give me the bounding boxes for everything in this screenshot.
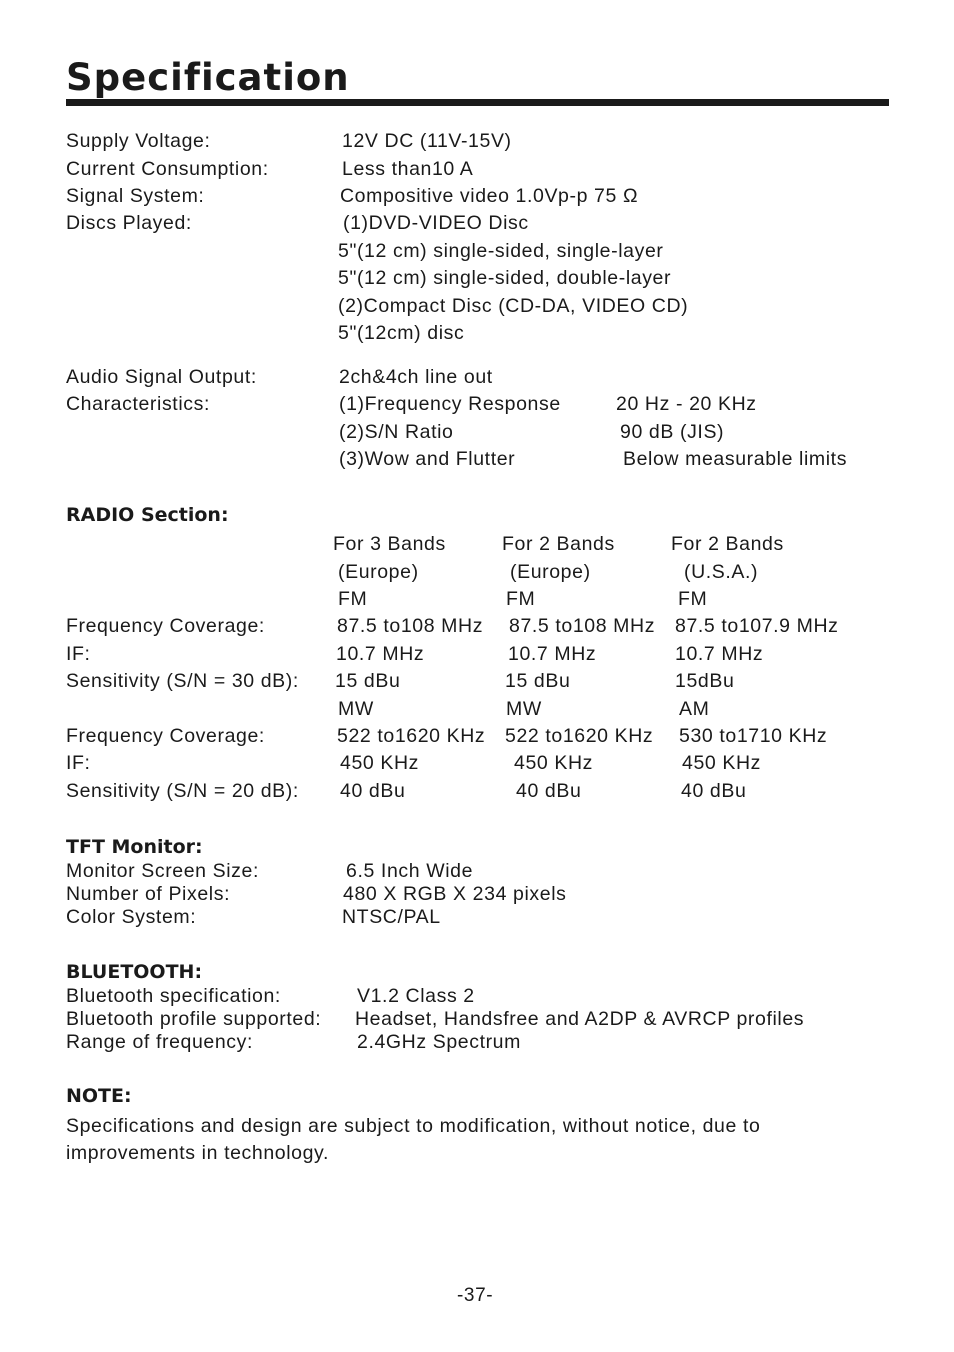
spec-label: Frequency Coverage:: [66, 725, 265, 747]
spec-value: 6.5 Inch Wide: [346, 860, 474, 882]
spec-value: 87.5 to107.9 MHz: [675, 615, 839, 637]
spec-label: Color System:: [66, 906, 197, 928]
tft-heading: TFT Monitor:: [66, 836, 203, 858]
spec-value: 522 to1620 KHz: [337, 725, 486, 747]
spec-value: (2)Compact Disc (CD-DA, VIDEO CD): [338, 295, 689, 317]
page-number: -37-: [457, 1285, 494, 1306]
spec-value: 87.5 to108 MHz: [509, 615, 656, 637]
note-text: Specifications and design are subject to modification, without notice, due to: [66, 1115, 761, 1137]
band-type: FM: [506, 588, 536, 610]
band-column-header: For 2 Bands: [671, 533, 784, 555]
spec-value: 530 to1710 KHz: [679, 725, 828, 747]
band-type: FM: [678, 588, 708, 610]
spec-value: V1.2 Class 2: [357, 985, 475, 1007]
band-type: MW: [506, 698, 542, 720]
spec-value: 10.7 MHz: [336, 643, 425, 665]
radio-heading: RADIO Section:: [66, 504, 229, 526]
characteristic-value: 20 Hz - 20 KHz: [616, 393, 757, 415]
spec-value: 10.7 MHz: [508, 643, 597, 665]
band-region: (U.S.A.): [684, 561, 759, 583]
characteristic-name: (2)S/N Ratio: [339, 421, 454, 443]
spec-value: 522 to1620 KHz: [505, 725, 654, 747]
band-region: (Europe): [338, 561, 419, 583]
spec-value: 40 dBu: [340, 780, 406, 802]
spec-label: Range of frequency:: [66, 1031, 254, 1053]
title-rule: [66, 99, 889, 106]
spec-value: 450 KHz: [340, 752, 419, 774]
band-type: FM: [338, 588, 368, 610]
spec-value: Headset, Handsfree and A2DP & AVRCP profiles: [355, 1008, 805, 1030]
spec-value: Compositive video 1.0Vp-p 75 Ω: [340, 185, 639, 207]
spec-value: 2ch&4ch line out: [339, 366, 493, 388]
spec-label: Discs Played:: [66, 212, 192, 234]
spec-value: 15 dBu: [335, 670, 401, 692]
spec-value: 40 dBu: [681, 780, 747, 802]
page-title: Specification: [66, 56, 350, 99]
characteristic-name: (3)Wow and Flutter: [339, 448, 516, 470]
spec-label: Audio Signal Output:: [66, 366, 257, 388]
spec-label: Number of Pixels:: [66, 883, 231, 905]
band-column-header: For 2 Bands: [502, 533, 615, 555]
spec-label: Current Consumption:: [66, 158, 269, 180]
spec-value: 5"(12 cm) single-sided, single-layer: [338, 240, 664, 262]
note-text: improvements in technology.: [66, 1142, 329, 1164]
characteristic-value: Below measurable limits: [623, 448, 848, 470]
spec-label: Frequency Coverage:: [66, 615, 265, 637]
note-heading: NOTE:: [66, 1085, 132, 1107]
spec-label: Bluetooth specification:: [66, 985, 281, 1007]
spec-value: 5"(12 cm) single-sided, double-layer: [338, 267, 672, 289]
characteristic-name: (1)Frequency Response: [339, 393, 561, 415]
band-type: AM: [679, 698, 710, 720]
band-column-header: For 3 Bands: [333, 533, 446, 555]
spec-value: 2.4GHz Spectrum: [357, 1031, 521, 1053]
spec-label: Monitor Screen Size:: [66, 860, 259, 882]
spec-value: 15dBu: [675, 670, 735, 692]
spec-value: 87.5 to108 MHz: [337, 615, 484, 637]
spec-value: 450 KHz: [514, 752, 593, 774]
spec-value: Less than10 A: [342, 158, 474, 180]
spec-value: 40 dBu: [516, 780, 582, 802]
spec-label: IF:: [66, 752, 91, 774]
bluetooth-heading: BLUETOOTH:: [66, 961, 203, 983]
spec-value: 5"(12cm) disc: [338, 322, 465, 344]
spec-label: Bluetooth profile supported:: [66, 1008, 322, 1030]
characteristic-value: 90 dB (JIS): [620, 421, 725, 443]
spec-label: Sensitivity (S/N = 30 dB):: [66, 670, 299, 692]
spec-value: (1)DVD-VIDEO Disc: [343, 212, 529, 234]
spec-value: 480 X RGB X 234 pixels: [343, 883, 567, 905]
spec-value: NTSC/PAL: [342, 906, 441, 928]
spec-value: 450 KHz: [682, 752, 761, 774]
spec-label: IF:: [66, 643, 91, 665]
spec-label: Supply Voltage:: [66, 130, 211, 152]
spec-value: 12V DC (11V-15V): [342, 130, 512, 152]
spec-value: 10.7 MHz: [675, 643, 764, 665]
band-region: (Europe): [510, 561, 591, 583]
spec-label: Signal System:: [66, 185, 205, 207]
band-type: MW: [338, 698, 374, 720]
spec-label: Characteristics:: [66, 393, 210, 415]
spec-label: Sensitivity (S/N = 20 dB):: [66, 780, 299, 802]
spec-value: 15 dBu: [505, 670, 571, 692]
